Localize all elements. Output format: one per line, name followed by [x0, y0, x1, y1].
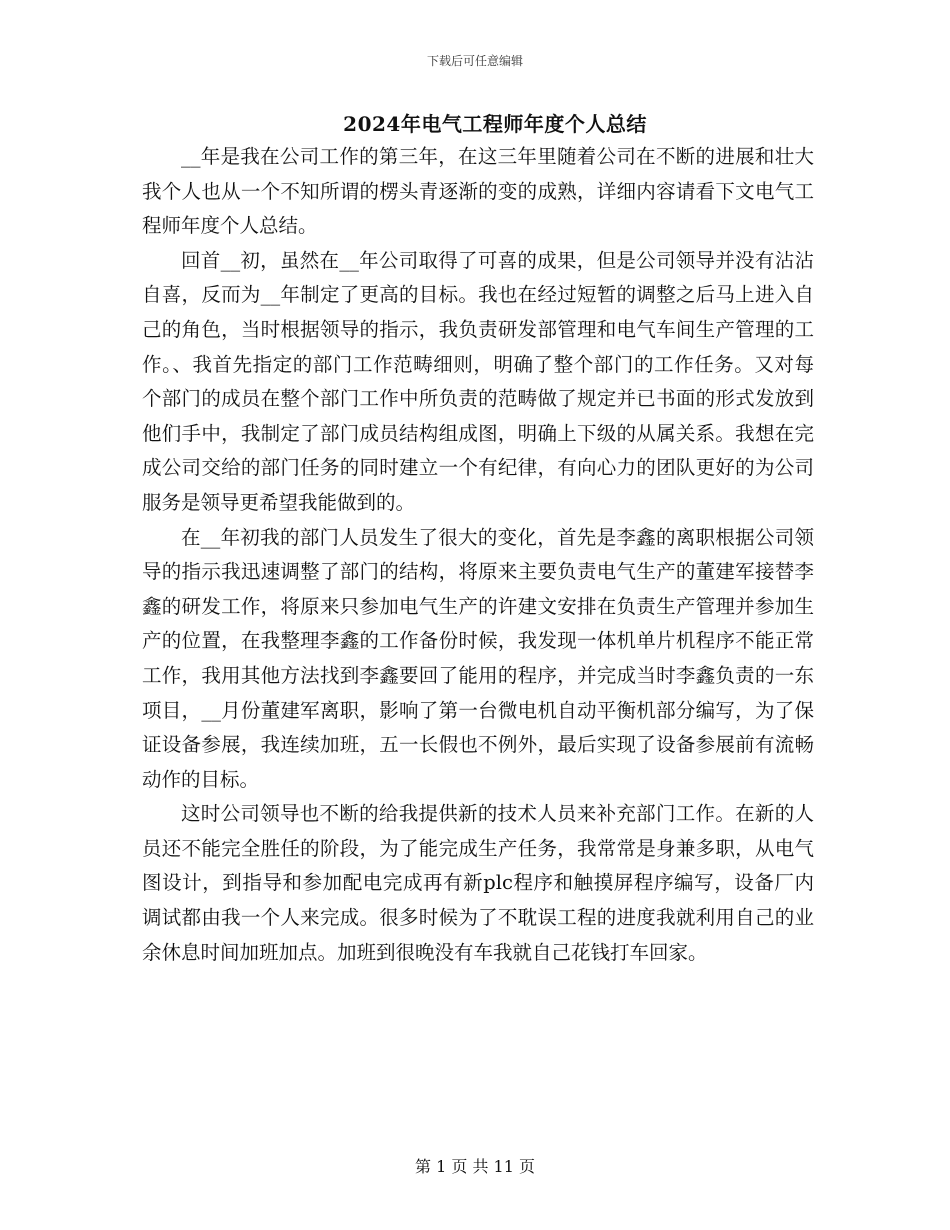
- document-title: 2024年电气工程师年度个人总结: [343, 112, 647, 136]
- paragraph: 这时公司领导也不断的给我提供新的技术人员来补充部门工作。在新的人员还不能完全胜任的阶段，为了能完成生产任务，我常常是身兼多职，从电气图设计，到指导和参加配电完成再有新plc程序和触摸屏程序编写，设备厂内调试都由我一个人来完成。很多时候为了不耽误工程的进度我就利用自己的业余休息时间加班加点。加班到很晚没有车我就自己花钱打车回家。: [142, 802, 814, 964]
- paragraph: 回首__初，虽然在__年公司取得了可喜的成果，但是公司领导并没有沾沾自喜，反而为__年制定了更高的目标。我也在经过短暂的调整之后马上进入自己的角色，当时根据领导的指示，我负责研发部管理和电气车间生产管理的工作。、我首先指定的部门工作范畴细则，明确了整个部门的工作任务。又对每个部门的成员在整个部门工作中所负责的范畴做了规定并已书面的形式发放到他们手中，我制定了部门成员结构组成图，明确上下级的从属关系。我想在完成公司交给的部门任务的同时建立一个有纪律，有向心力的团队更好的为公司服务是领导更希望我能做到的。: [142, 248, 814, 514]
- header-note: 下载后可任意编辑: [426, 54, 523, 68]
- page-number: 第 1 页 共 11 页: [415, 1157, 535, 1176]
- paragraph: 在__年初我的部门人员发生了很大的变化，首先是李鑫的离职根据公司领导的指示我迅速调整了部门的结构，将原来主要负责电气生产的董建军接替李鑫的研发工作，将原来只参加电气生产的许建文安排在负责生产管理并参加生产的位置，在我整理李鑫的工作备份时候，我发现一体机单片机程序不能正常工作，我用其他方法找到李鑫要回了能用的程序，并完成当时李鑫负责的一东项目，__月份董建军离职，影响了第一台微电机自动平衡机部分编写，为了保证设备参展，我连续加班，五一长假也不例外，最后实现了设备参展前有流畅动作的目标。: [142, 525, 814, 791]
- paragraph: __年是我在公司工作的第三年，在这三年里随着公司在不断的进展和壮大我个人也从一个不知所谓的楞头青逐渐的变的成熟，详细内容请看下文电气工程师年度个人总结。: [142, 145, 814, 238]
- document-body: [142, 140, 814, 970]
